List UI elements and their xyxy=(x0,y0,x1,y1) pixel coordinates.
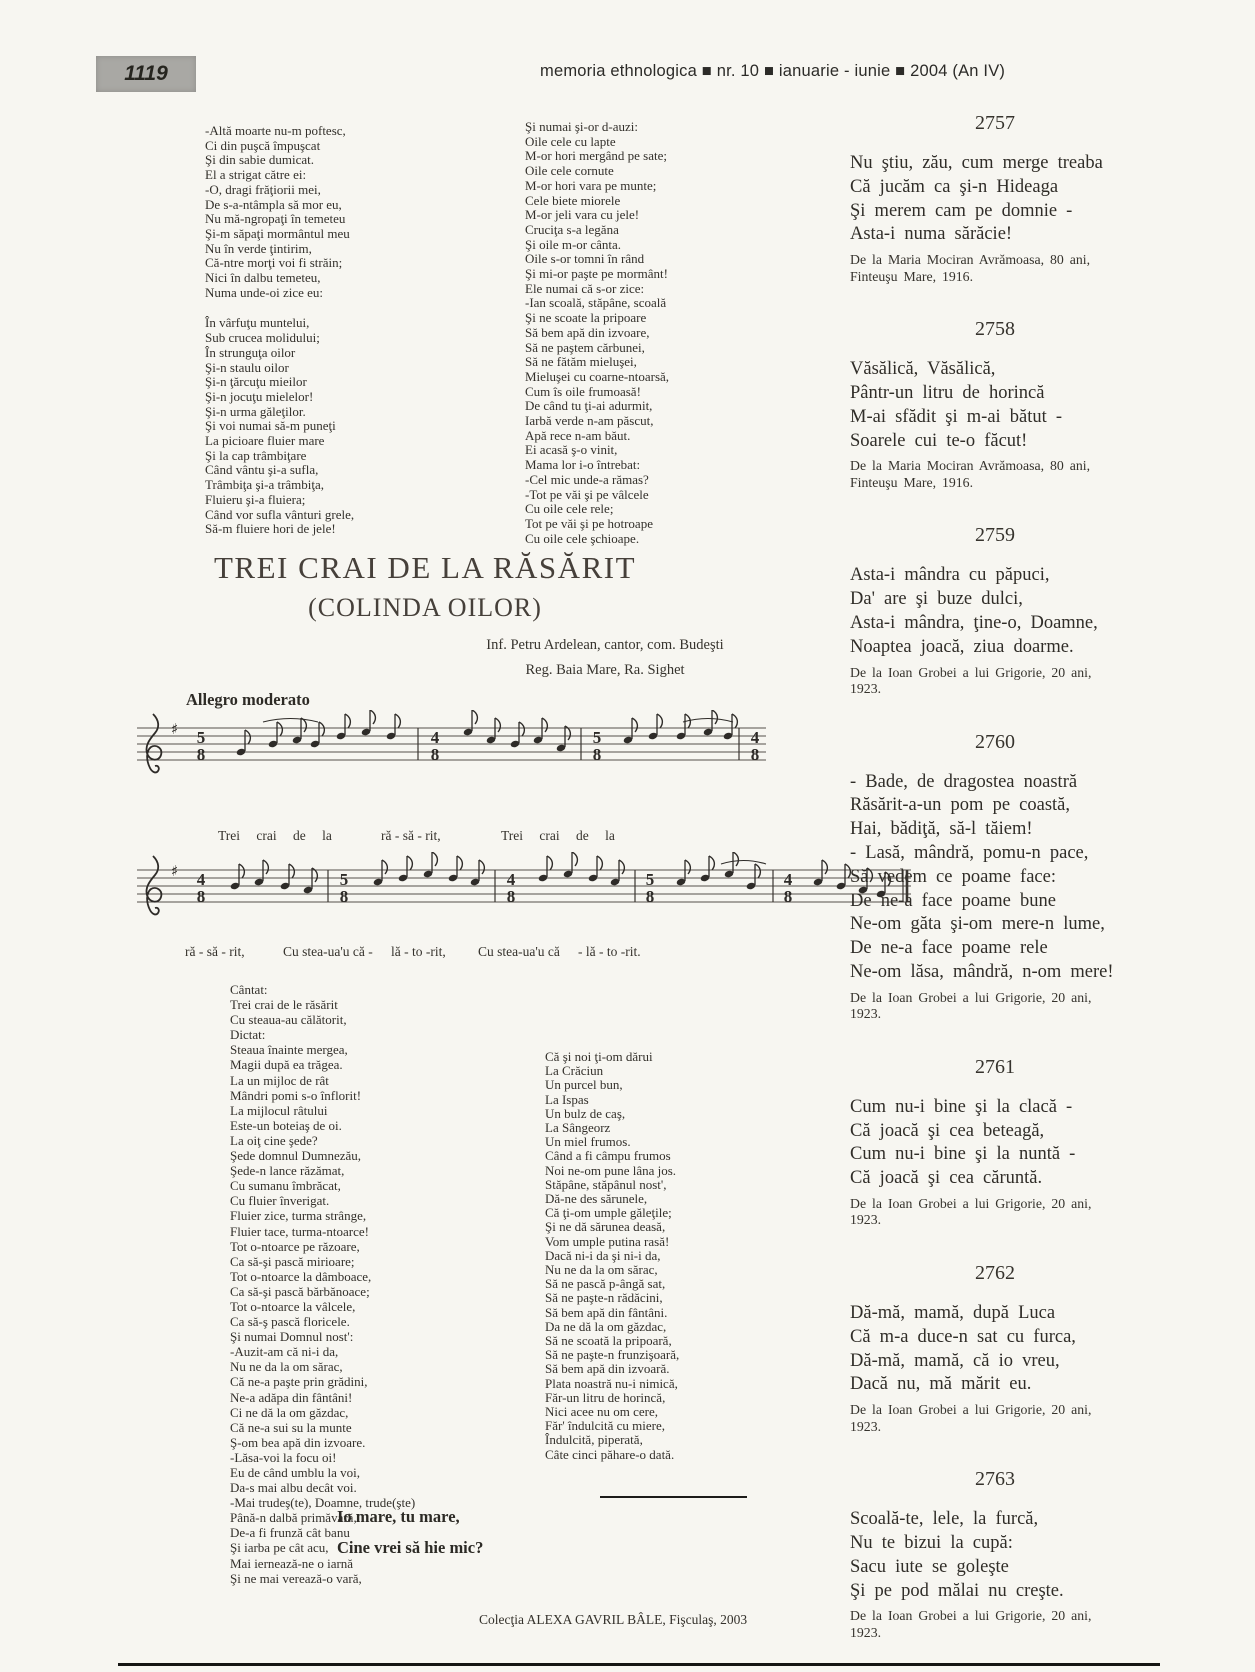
song-credit xyxy=(455,633,755,683)
text-line: Făr' îndulcită cu miere, xyxy=(545,1418,666,1434)
text-line: Stăpâne, stăpânul nost', xyxy=(545,1176,667,1192)
music-staff-2 xyxy=(123,852,913,930)
text-line: M-ai sfădit şi m-ai bătut - xyxy=(850,406,1063,427)
text-line: Magii după ea trăgea. xyxy=(230,1057,343,1073)
text-line: Un purcel bun, xyxy=(545,1077,623,1093)
text-line: Şi oile m-or cânta. xyxy=(525,236,622,252)
text-line: -O, dragi frăţiorii mei, xyxy=(205,181,321,197)
time-signature-top: 4 xyxy=(506,870,516,889)
text-line: De ne-a face poame rele xyxy=(850,938,1048,959)
poem-item-2758 xyxy=(820,318,1170,491)
text-line: În strunguţa oilor xyxy=(205,344,296,360)
text-line: Şi ne mai verează-o vară, xyxy=(230,1570,362,1586)
text-line: Da-s mai albu decât voi. xyxy=(230,1480,357,1496)
text-line: Şi-m săpaţi mormântul meu xyxy=(205,225,350,241)
text-line: La Ispas xyxy=(545,1091,589,1107)
text-line: Să bem apă din fântâni. xyxy=(545,1304,668,1320)
text-line: Dacă ni-i da şi ni-i da, xyxy=(545,1247,661,1263)
poem-number: 2757 xyxy=(975,112,1015,134)
text-line: Asta-i numa sărăcie! xyxy=(850,224,1013,245)
text-line: Şi pe pod mălai nu creşte. xyxy=(850,1580,1064,1601)
text-line: La Sângeorz xyxy=(545,1120,611,1136)
text-line: Finteuşu Mare, 1916. xyxy=(850,474,974,490)
poem-item-2763 xyxy=(820,1468,1170,1641)
text-line: Ca să-şi pască bărbănoace; xyxy=(230,1283,370,1299)
text-line: Cum nu-i bine şi la nuntă - xyxy=(850,1144,1076,1165)
time-signature-top: 5 xyxy=(645,870,655,889)
text-line: Cruciţa s-a legăna xyxy=(525,221,619,237)
text-line: Trei crai de le răsărit xyxy=(230,997,338,1013)
text-line: La un mijloc de rât xyxy=(230,1072,329,1088)
journal-header: memoria ethnologica ■ nr. 10 ■ ianuarie - iunie ■ 2004 (An IV) xyxy=(540,62,1006,80)
text-line: -Auzit-am că ni-i da, xyxy=(230,1344,339,1360)
lyric-syllables: - lă - to -rit. xyxy=(578,944,641,959)
text-line: Noaptea joacă, ziua doarme. xyxy=(850,636,1074,657)
text-line: Fluier zice, turma strânge, xyxy=(230,1208,367,1224)
time-signature-bottom: 8 xyxy=(783,887,793,906)
text-line: Ne-om lăsa, mândră, n-om mere! xyxy=(850,961,1114,982)
lyric-syllables: Cu stea-ua'u că xyxy=(478,944,560,959)
poem-lines xyxy=(820,358,1170,453)
closing-couplet xyxy=(337,1501,483,1563)
text-line: De la Ioan Grobei a lui Grigorie, 20 ani, xyxy=(850,664,1092,680)
text-line: Să bem apă din izvoare, xyxy=(525,324,650,340)
poem-attribution xyxy=(820,458,1170,491)
text-line: Tot pe văi şi pe hotroape xyxy=(525,515,653,531)
time-signature-bottom: 8 xyxy=(339,887,349,906)
text-line: De ne-a face poame bune xyxy=(850,890,1056,911)
poem-number: 2760 xyxy=(975,730,1015,753)
poem-lines xyxy=(820,1508,1170,1603)
song-title: TREI CRAI DE LA RĂSĂRIT xyxy=(214,550,636,585)
time-signature-top: 5 xyxy=(592,728,602,747)
text-line: Mai iernează-ne o iarnă xyxy=(230,1555,354,1571)
time-signature-bottom: 8 xyxy=(645,887,655,906)
text-line: Nici în dalbu temeteu, xyxy=(205,270,321,286)
text-line: Cu fluier înverigat. xyxy=(230,1193,330,1209)
text-line: Cântat: xyxy=(230,982,268,997)
song-subtitle: (COLINDA OILOR) xyxy=(308,593,542,622)
text-line: Mieluşei cu coarne-ntoarsă, xyxy=(525,368,670,384)
text-line: M-or hori mergând pe sate; xyxy=(525,148,667,164)
text-line: De la Ioan Grobei a lui Grigorie, 20 ani, xyxy=(850,1402,1092,1418)
text-line: Să vedem ce poame face: xyxy=(850,866,1056,887)
text-line: La mijlocul râtului xyxy=(230,1102,328,1118)
text-line: Trâmbiţa şi-a trâmbiţa, xyxy=(205,477,325,493)
text-line: Oile s-or tomni în rând xyxy=(525,251,645,267)
text-line: -Altă moarte nu-m poftesc, xyxy=(205,123,346,138)
text-line: Că-ntre morţi voi fi străin; xyxy=(205,255,343,271)
text-line: Mama lor i-o întrebat: xyxy=(525,457,641,473)
text-line: Fluier tace, turma-ntoarce! xyxy=(230,1223,369,1239)
text-line: Şi numai Domnul nost': xyxy=(230,1329,354,1345)
poem-lines xyxy=(820,152,1170,247)
text-line: Răsărit-a-un pom pe coastă, xyxy=(850,795,1071,816)
middle-column-poem xyxy=(525,120,669,546)
text-line: M-or hori vara pe munte; xyxy=(525,177,657,193)
text-line: Cum nu-i bine şi la clacă - xyxy=(850,1096,1073,1117)
text-line: Şi din sabie dumicat. xyxy=(205,152,315,168)
closing-line-2: Cine vrei să hie mic? xyxy=(337,1538,484,1557)
poem-attribution xyxy=(820,1402,1170,1435)
text-line: Scoală-te, lele, la furcă, xyxy=(850,1509,1039,1530)
time-signature-bottom: 8 xyxy=(506,887,516,906)
text-line: Numa unde-oi zice eu: xyxy=(205,284,324,300)
text-line: De-a fi frunză cât banu xyxy=(230,1525,350,1541)
text-line: Până-n dalbă primăvară, xyxy=(230,1510,357,1526)
text-line: De la Maria Mociran Avrămoasa, 80 ani, xyxy=(850,458,1091,474)
treble-clef-icon xyxy=(146,714,161,772)
text-line: Şi-n ţărcuţu mieilor xyxy=(205,374,307,390)
text-line: Văsălică, Văsălică, xyxy=(850,359,996,380)
sharp-icon: ♯ xyxy=(171,862,179,880)
text-line: Şede-n lance răzămat, xyxy=(230,1163,345,1179)
sharp-icon: ♯ xyxy=(171,720,179,738)
text-line: Ne-om găta şi-om mere-n lume, xyxy=(850,914,1105,935)
text-line: Că joacă şi cea beteagă, xyxy=(850,1120,1045,1141)
text-line: -Ian scoală, stăpâne, scoală xyxy=(525,295,667,311)
text-line: Şi ne scoate la pripoare xyxy=(525,310,647,326)
text-line: Dă-ne des sărunele, xyxy=(545,1191,648,1207)
middle-lower-lines xyxy=(545,1050,679,1462)
text-line: Câte cinci păhare-o dată. xyxy=(545,1446,675,1462)
poem-number: 2758 xyxy=(975,318,1015,341)
text-line: Nu ştiu, zău, cum merge treaba xyxy=(850,153,1103,173)
time-signature-bottom: 8 xyxy=(750,745,760,764)
lyric-syllables: Cu stea-ua'u că - xyxy=(283,944,373,959)
poem-attribution xyxy=(820,990,1170,1023)
text-line: - Bade, de dragostea noastră xyxy=(850,771,1078,792)
text-line: Când a fi câmpu frumos xyxy=(545,1148,671,1164)
poem-lines xyxy=(820,564,1170,659)
text-line: Sub crucea molidului; xyxy=(205,330,320,346)
closing-line-1: Io mare, tu mare, xyxy=(337,1507,460,1526)
text-line: Că şi noi ţi-om dărui xyxy=(545,1049,653,1064)
text-line: Plata noastră nu-i nimică, xyxy=(545,1375,678,1391)
text-line: Sacu iute se goleşte xyxy=(850,1556,1009,1577)
text-line: Că ne-a paşte prin grădini, xyxy=(230,1374,368,1390)
lyric-syllables: lă - to -rit, xyxy=(391,944,446,959)
text-line: Să ne scoată la pripoară, xyxy=(545,1333,672,1349)
lyric-syllables: Trei crai de la xyxy=(501,828,615,843)
text-line: La picioare fluier mare xyxy=(205,433,325,449)
text-line: 1923. xyxy=(850,681,882,697)
poem-lines xyxy=(820,771,1170,985)
text-line: Să ne fătăm mieluşei, xyxy=(525,354,637,370)
text-line: Şi-n jocuţu mielelor! xyxy=(205,388,314,404)
stanza-gap xyxy=(205,300,354,316)
text-line: Dacă nu, mă mărit eu. xyxy=(850,1374,1032,1395)
text-line: Ei acasă ş-o vinit, xyxy=(525,442,618,458)
time-signature-bottom: 8 xyxy=(592,745,602,764)
song-title-block xyxy=(125,550,725,623)
time-signature-bottom: 8 xyxy=(196,745,206,764)
text-line: Este-un boteiaş de oi. xyxy=(230,1117,342,1133)
cantat-lines xyxy=(230,982,415,1586)
time-signature-top: 5 xyxy=(196,728,206,747)
text-line: Şi-n staulu oilor xyxy=(205,359,289,375)
text-line: Şi mi-or paşte pe mormânt! xyxy=(525,266,668,282)
text-line: Când vor sufla vânturi grele, xyxy=(205,506,355,522)
cantat-section xyxy=(230,982,415,1586)
text-line: -Tot pe văi şi pe vâlcele xyxy=(525,486,649,502)
text-line: Să bem apă din izvoară. xyxy=(545,1361,670,1377)
text-line: El a strigat către ei: xyxy=(205,167,307,183)
text-line: Şi numai şi-or d-auzi: xyxy=(525,119,639,134)
text-line: Ele numai că s-or zice: xyxy=(525,280,645,296)
text-line: Ş-om bea apă din izvoare. xyxy=(230,1434,366,1450)
text-line: Ci ne dă la om găzdac, xyxy=(230,1404,349,1420)
text-line: Ci din puşcă împuşcat xyxy=(205,137,321,153)
tempo-marking: Allegro moderato xyxy=(186,690,310,709)
time-signature-top: 4 xyxy=(783,870,793,889)
text-line: Că ne-a sui su la munte xyxy=(230,1419,352,1435)
text-line: Şi ne dă sărunea deasă, xyxy=(545,1219,666,1235)
treble-clef-icon xyxy=(146,856,161,914)
text-line: -Mai trudeş(te), Doamne, trude(şte) xyxy=(230,1495,416,1511)
text-line: Iarbă verde n-am păscut, xyxy=(525,413,654,429)
text-line: 1923. xyxy=(850,1624,882,1640)
text-line: Că joacă şi cea căruntă. xyxy=(850,1168,1043,1189)
text-line: La oiţ cine şede? xyxy=(230,1132,318,1148)
text-line: Nu te bizui la cupă: xyxy=(850,1532,1013,1553)
text-line: Noi ne-om pune lâna jos. xyxy=(545,1162,677,1178)
text-line: De la Ioan Grobei a lui Grigorie, 20 ani, xyxy=(850,989,1092,1005)
time-signature-top: 5 xyxy=(339,870,349,889)
text-line: Oile cele cu lapte xyxy=(525,133,616,149)
text-line: Şi iarba pe cât acu, xyxy=(230,1540,329,1556)
text-line: Steaua înainte mergea, xyxy=(230,1042,348,1058)
poem-item-2757 xyxy=(820,112,1170,285)
text-line: Apă rece n-am băut. xyxy=(525,427,631,443)
text-line: De la Maria Mociran Avrămoasa, 80 ani, xyxy=(850,252,1091,268)
text-line: Asta-i mândra cu păpuci, xyxy=(850,565,1050,586)
text-line: Un miel frumos. xyxy=(545,1134,631,1150)
time-signature-top: 4 xyxy=(430,728,440,747)
poem-attribution xyxy=(820,1608,1170,1641)
text-line: Să-m fluiere hori de jele! xyxy=(205,521,336,537)
text-line: Tot o-ntoarce la vâlcele, xyxy=(230,1298,356,1314)
text-line: Cu steaua-au călătorit, xyxy=(230,1012,347,1028)
text-line: Cu oile cele şchioape. xyxy=(525,530,640,546)
text-line: Cele biete miorele xyxy=(525,192,621,208)
lyric-syllables: ră - să - rit, xyxy=(185,944,245,959)
music-staff-1 xyxy=(123,710,768,788)
poem-item-2760 xyxy=(820,731,1170,1023)
text-line: Nu mă-ngropaţi în temeteu xyxy=(205,211,346,227)
poem-attribution xyxy=(820,665,1170,698)
text-line: Ne-a adăpa din fântâni! xyxy=(230,1389,353,1405)
text-line: Finteuşu Mare, 1916. xyxy=(850,268,974,284)
poem-item-2761 xyxy=(820,1056,1170,1229)
poem-number: 2759 xyxy=(975,524,1015,547)
text-line: În vârfuţu muntelui, xyxy=(205,315,310,331)
poem-item-2759 xyxy=(820,524,1170,697)
left-stanza-2 xyxy=(205,316,354,537)
text-line: Dă-mă, mamă, că io vreu, xyxy=(850,1350,1060,1371)
text-line: Pântr-un litru de horincă xyxy=(850,382,1045,403)
text-line: Că jucăm ca şi-n Hideaga xyxy=(850,176,1059,197)
text-line: La Crăciun xyxy=(545,1063,604,1079)
text-line: De la Ioan Grobei a lui Grigorie, 20 ani, xyxy=(850,1195,1092,1211)
text-line: Să ne paştem cărbunei, xyxy=(525,339,645,355)
text-line: -Lăsa-voi la focu oi! xyxy=(230,1449,337,1465)
text-line: Da' are şi buze dulci, xyxy=(850,589,1023,610)
text-line: Oile cele cornute xyxy=(525,163,614,179)
collection-credit: Colecţia ALEXA GAVRIL BÂLE, Fişculaş, 2003 xyxy=(479,1612,748,1627)
left-column-poem xyxy=(205,124,354,537)
time-signature-bottom: 8 xyxy=(196,887,206,906)
text-line: Şi merem cam pe domnie - xyxy=(850,200,1073,221)
staff-1-lyrics xyxy=(123,828,768,846)
text-line: Da ne dă la om găzdac, xyxy=(545,1318,667,1334)
time-signature-bottom: 8 xyxy=(430,745,440,764)
staff-2-lyrics xyxy=(123,944,913,962)
lyric-syllables: Trei crai de la xyxy=(218,828,332,843)
text-line: Şi la cap trâmbiţare xyxy=(205,447,307,463)
region-line: Reg. Baia Mare, Ra. Sighet xyxy=(525,662,685,678)
text-line: De la Ioan Grobei a lui Grigorie, 20 ani, xyxy=(850,1608,1092,1624)
text-line: Dă-mă, mamă, după Luca xyxy=(850,1302,1056,1323)
text-line: De s-a-ntâmpla să mor eu, xyxy=(205,196,342,212)
poem-item-2762 xyxy=(820,1262,1170,1435)
text-line: Eu de când umblu la voi, xyxy=(230,1465,360,1480)
text-line: M-or jeli vara cu jele! xyxy=(525,207,640,223)
text-line: Hai, bădiţă, să-l tăiem! xyxy=(850,819,1033,840)
left-stanza-1 xyxy=(205,124,354,300)
numbered-poems-column xyxy=(820,112,1170,1672)
lyric-syllables: ră - să - rit, xyxy=(381,828,441,843)
time-signature-top: 4 xyxy=(750,728,760,747)
poem-number: 2761 xyxy=(975,1055,1015,1078)
text-line: Făr-un litru de horincă, xyxy=(545,1389,666,1405)
text-line: Ca să-şi pască mirioare; xyxy=(230,1253,355,1269)
text-line: Nu ne da la om sărac, xyxy=(230,1359,343,1375)
poem-lines xyxy=(820,1302,1170,1397)
poem-number: 2762 xyxy=(975,1261,1015,1284)
text-line: Când vântu şi-a sufla, xyxy=(205,462,319,478)
poem-number: 2763 xyxy=(975,1468,1015,1491)
text-line: Să ne paşte-n frunzişoară, xyxy=(545,1347,680,1363)
text-line: - Lasă, mândră, pomu-n pace, xyxy=(850,842,1089,863)
text-line: Un bulz de caş, xyxy=(545,1105,626,1121)
page-number: 1119 xyxy=(96,56,196,92)
text-line: Cum îs oile frumoasă! xyxy=(525,383,641,399)
text-line: Tot o-ntoarce pe răzoare, xyxy=(230,1238,360,1254)
text-line: Ca să-ş pască floricele. xyxy=(230,1314,350,1330)
text-line: Îndulcită, piperată, xyxy=(545,1432,643,1448)
text-line: Cu oile cele rele; xyxy=(525,501,614,517)
informant-line: Inf. Petru Ardelean, cantor, com. Budeşti xyxy=(486,637,724,653)
text-line: Soarele cui te-o făcut! xyxy=(850,430,1028,451)
text-line: 1923. xyxy=(850,1006,882,1022)
middle-lower-section xyxy=(545,1050,679,1462)
text-line: Asta-i mândra, ţine-o, Doamne, xyxy=(850,612,1098,633)
text-line: Nu ne da la om sărac, xyxy=(545,1262,658,1278)
text-line: Tot o-ntoarce la dâmboace, xyxy=(230,1268,372,1284)
poem-lines xyxy=(820,1096,1170,1191)
text-line: Nu în verde ţintirim, xyxy=(205,240,312,256)
text-line: Dictat: xyxy=(230,1027,266,1043)
text-line: Să ne paşte-n rădăcini, xyxy=(545,1290,663,1306)
text-line: Că ţi-om umple găleţile; xyxy=(545,1205,672,1221)
text-line: Vom umple putina rasă! xyxy=(545,1233,670,1249)
text-line: Că m-a duce-n sat cu furca, xyxy=(850,1326,1076,1347)
text-line: 1923. xyxy=(850,1212,882,1228)
text-line: -Cel mic unde-a rămas? xyxy=(525,471,649,487)
text-line: Şede domnul Dumnezău, xyxy=(230,1148,362,1164)
poem-attribution xyxy=(820,1196,1170,1229)
text-line: Mândri pomi s-o înflorit! xyxy=(230,1087,362,1103)
text-line: 1923. xyxy=(850,1418,882,1434)
time-signature-top: 4 xyxy=(196,870,206,889)
text-line: Cu sumanu îmbrăcat, xyxy=(230,1178,341,1194)
poem-attribution xyxy=(820,252,1170,285)
text-line: De când tu ţi-ai adurmit, xyxy=(525,398,653,414)
text-line: Să ne pască p-ângă sat, xyxy=(545,1276,666,1292)
text-line: Fluieru şi-a fluiera; xyxy=(205,491,306,507)
text-line: Şi-n urma găleţilor. xyxy=(205,403,306,419)
text-line: Nici acee nu om cere, xyxy=(545,1404,658,1420)
middle-stanza xyxy=(525,120,669,546)
text-line: Şi voi numai să-m puneţi xyxy=(205,418,336,434)
separator-rule xyxy=(600,1496,747,1498)
